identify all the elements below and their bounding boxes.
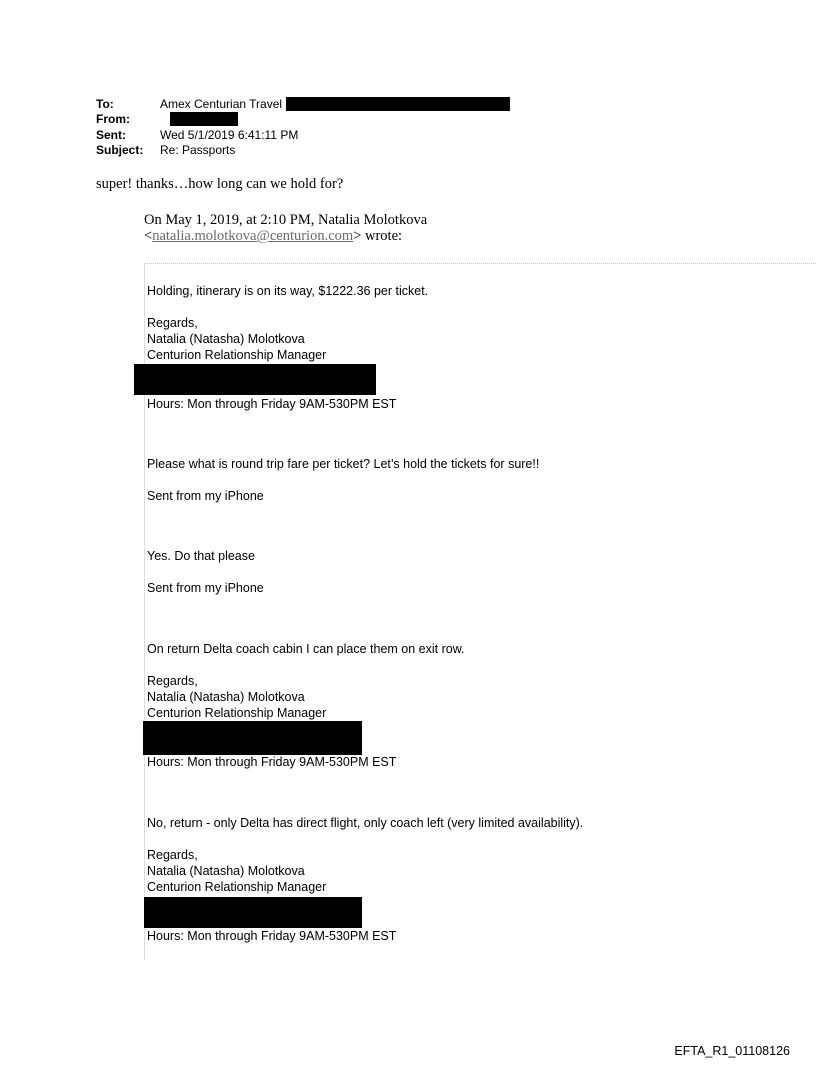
redaction-signature-1 — [134, 364, 376, 395]
subject-label: Subject: — [96, 143, 144, 157]
message-1-name: Natalia (Natasha) Molotkova — [147, 332, 305, 346]
sent-value: Wed 5/1/2019 6:41:11 PM — [160, 128, 299, 142]
redaction-signature-2 — [143, 721, 362, 755]
message-5-title: Centurion Relationship Manager — [147, 880, 327, 894]
document-id: EFTA_R1_01108126 — [674, 1044, 790, 1058]
sender-email-link[interactable]: natalia.molotkova@centurion.com — [152, 228, 354, 244]
message-4-body: On return Delta coach cabin I can place them on exit row. — [147, 642, 465, 656]
reply-text: super! thanks…how long can we hold for? — [96, 176, 344, 192]
message-5-hours: Hours: Mon through Friday 9AM-530PM EST — [147, 929, 397, 943]
message-5-name: Natalia (Natasha) Molotkova — [147, 864, 305, 878]
sent-label: Sent: — [96, 128, 126, 142]
message-4-name: Natalia (Natasha) Molotkova — [147, 690, 305, 704]
redaction-signature-3 — [144, 897, 362, 928]
lt-bracket: < — [144, 228, 153, 244]
from-label: From: — [96, 112, 130, 126]
to-value: Amex Centurian Travel — [160, 97, 283, 111]
quote-intro — [144, 212, 427, 244]
message-1-title: Centurion Relationship Manager — [147, 348, 327, 362]
message-1-hours: Hours: Mon through Friday 9AM-530PM EST — [147, 397, 397, 411]
message-1-body: Holding, itinerary is on its way, $1222.36 per ticket. — [147, 284, 429, 298]
quote-box-top-border — [144, 263, 816, 264]
wrote-text: > wrote: — [353, 228, 403, 244]
subject-value: Re: Passports — [160, 143, 236, 157]
message-5-body: No, return - only Delta has direct flight, only coach left (very limited availability). — [147, 816, 584, 830]
redaction-to-address — [286, 97, 510, 111]
message-3-body: Yes. Do that please — [147, 549, 255, 563]
message-2-signature: Sent from my iPhone — [147, 489, 264, 503]
message-4-title: Centurion Relationship Manager — [147, 706, 327, 720]
quote-intro-line: On May 1, 2019, at 2:10 PM, Natalia Molotkova — [144, 212, 428, 228]
redaction-from-address — [170, 112, 238, 126]
message-4-hours: Hours: Mon through Friday 9AM-530PM EST — [147, 755, 397, 769]
message-3-signature: Sent from my iPhone — [147, 581, 264, 595]
to-label: To: — [96, 97, 114, 111]
message-1-regards: Regards, — [147, 316, 198, 330]
message-5-regards: Regards, — [147, 848, 198, 862]
message-2-body: Please what is round trip fare per ticket? Let’s hold the tickets for sure!! — [147, 457, 540, 471]
email-header — [0, 0, 816, 170]
message-4-regards: Regards, — [147, 674, 198, 688]
quote-intro-email-line — [144, 228, 427, 244]
